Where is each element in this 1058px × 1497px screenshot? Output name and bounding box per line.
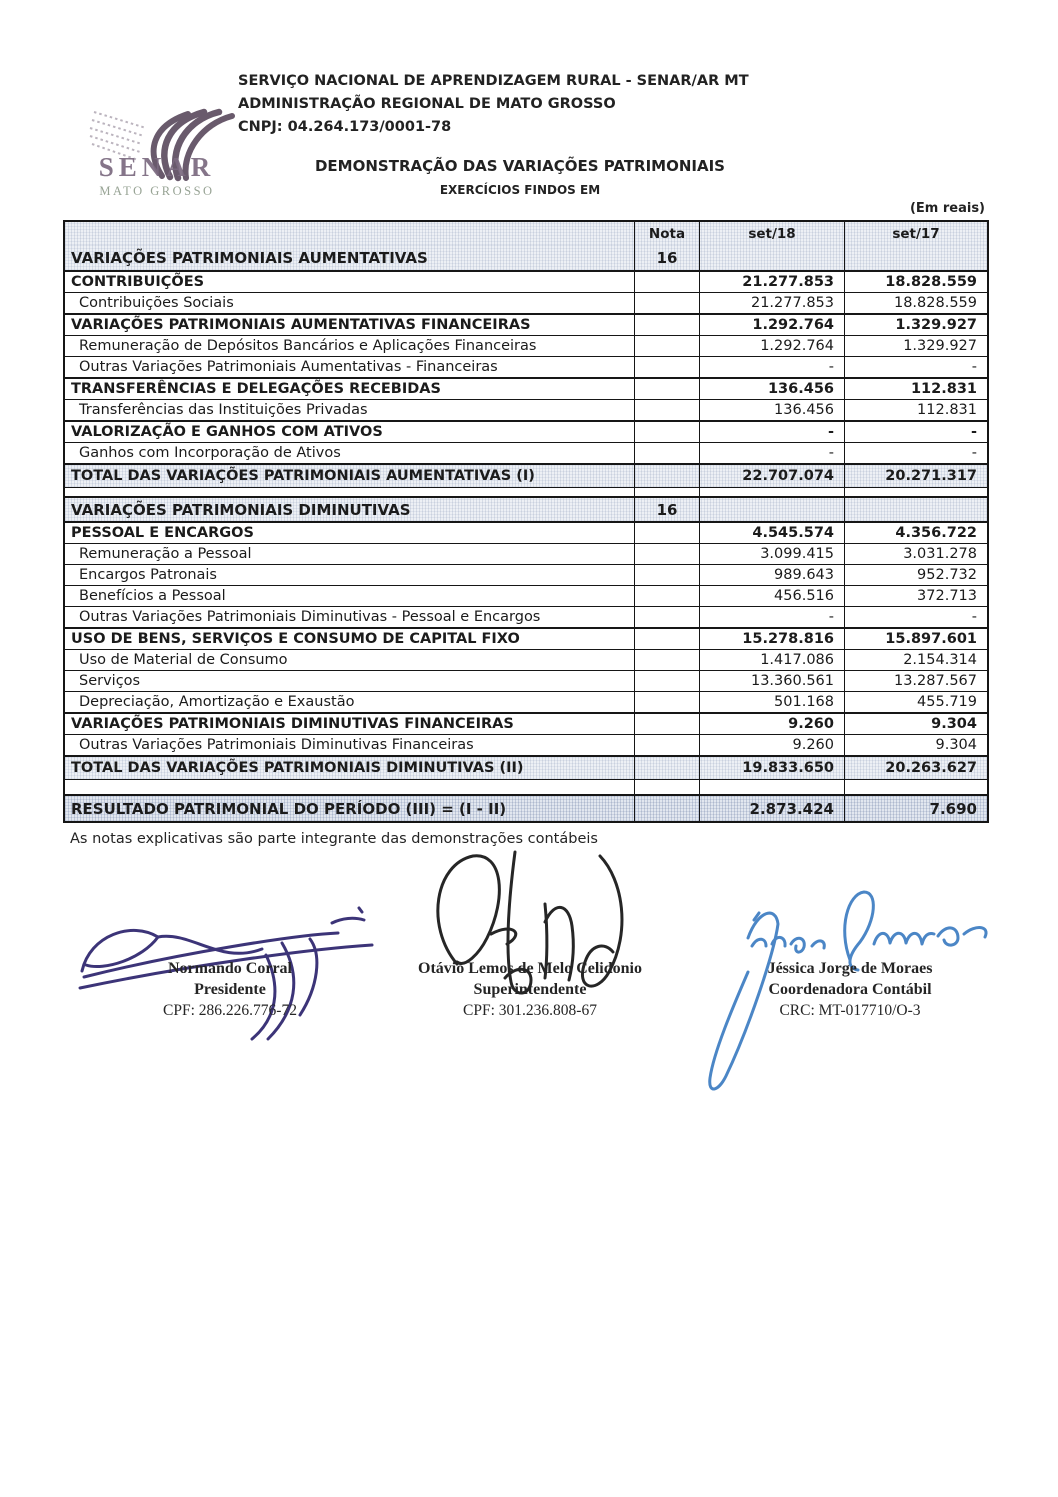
table-row (65, 543, 987, 564)
header-cell-set17: set/17 (844, 222, 987, 245)
cell-label (65, 488, 634, 496)
cell-nota (634, 336, 699, 356)
cell-label: Serviços (79, 673, 141, 689)
cell-label: PESSOAL E ENCARGOS (71, 525, 254, 541)
org-line-2: ADMINISTRAÇÃO REGIONAL DE MATO GROSSO (238, 96, 616, 112)
cell-v17: - (844, 607, 987, 627)
cell-nota (634, 780, 699, 794)
cell-label: VALORIZAÇÃO E GANHOS COM ATIVOS (71, 424, 383, 440)
cell-label: Encargos Patronais (79, 567, 217, 583)
cell-nota (634, 422, 699, 442)
cell-v18: 1.417.086 (699, 650, 844, 670)
table-row (65, 627, 987, 649)
cell-v18: 19.833.650 (699, 757, 844, 779)
cell-v18 (699, 488, 844, 496)
cell-label: Outras Variações Patrimoniais Diminutivas Financeiras (79, 737, 474, 753)
cell-v18 (699, 780, 844, 794)
signer-doc: CRC: MT-017710/O-3 (779, 1002, 921, 1019)
signature-block-superintendent (385, 958, 675, 1021)
cell-nota (634, 607, 699, 627)
cell-nota (634, 692, 699, 712)
cell-label: Remuneração de Depósitos Bancários e Aplicações Financeiras (79, 338, 537, 354)
cell-nota (634, 629, 699, 649)
cell-v18: 136.456 (699, 400, 844, 420)
cell-v18: 2.873.424 (699, 796, 844, 821)
signer-doc: CPF: 301.236.808-67 (463, 1002, 597, 1019)
cell-v17 (844, 498, 987, 521)
cell-nota (634, 796, 699, 821)
cell-v18: - (699, 422, 844, 442)
cell-v17: 112.831 (844, 400, 987, 420)
cell-nota (634, 650, 699, 670)
cell-nota (634, 443, 699, 463)
cell-v18: 501.168 (699, 692, 844, 712)
cell-nota (634, 379, 699, 399)
cell-v17: - (844, 422, 987, 442)
cell-label: Outras Variações Patrimoniais Aumentativas - Financeiras (79, 359, 498, 375)
cell-v18: 136.456 (699, 379, 844, 399)
signer-name: Jéssica Jorge de Moraes (767, 960, 933, 977)
cell-v17: 9.304 (844, 735, 987, 755)
cell-label: Uso de Material de Consumo (79, 652, 288, 668)
table-row (65, 794, 987, 821)
cell-v17 (844, 245, 987, 270)
signer-role: Superintendente (473, 981, 587, 998)
cell-v18 (699, 498, 844, 521)
cell-v18: 456.516 (699, 586, 844, 606)
cell-v18: 15.278.816 (699, 629, 844, 649)
cell-label: Outras Variações Patrimoniais Diminutivas - Pessoal e Encargos (79, 609, 541, 625)
table-body (65, 245, 987, 821)
cell-label (65, 780, 634, 794)
table-row (65, 420, 987, 442)
table-row (65, 399, 987, 420)
org-line-1: SERVIÇO NACIONAL DE APRENDIZAGEM RURAL - SENAR/AR MT (238, 73, 749, 89)
cell-v17: 112.831 (844, 379, 987, 399)
table-row (65, 463, 987, 487)
cell-v18: 3.099.415 (699, 544, 844, 564)
cell-v17: 7.690 (844, 796, 987, 821)
table-row (65, 292, 987, 313)
cell-nota: 16 (634, 245, 699, 270)
cell-label: TOTAL DAS VARIAÇÕES PATRIMONIAIS AUMENTATIVAS (I) (71, 468, 535, 484)
cell-nota (634, 714, 699, 734)
cell-v17: 3.031.278 (844, 544, 987, 564)
cell-v17: - (844, 357, 987, 377)
cell-v17: 4.356.722 (844, 523, 987, 543)
cell-label: TRANSFERÊNCIAS E DELEGAÇÕES RECEBIDAS (71, 381, 441, 397)
cell-v17: 18.828.559 (844, 293, 987, 313)
table-row (65, 670, 987, 691)
cell-v17: 455.719 (844, 692, 987, 712)
cell-v17: 13.287.567 (844, 671, 987, 691)
cell-nota (634, 465, 699, 487)
cell-v18: 9.260 (699, 735, 844, 755)
cell-nota (634, 315, 699, 335)
cell-label: Contribuições Sociais (79, 295, 234, 311)
table-row (65, 487, 987, 496)
org-heading (238, 70, 749, 139)
org-line-3: CNPJ: 04.264.173/0001-78 (238, 119, 452, 135)
cell-nota: 16 (634, 498, 699, 521)
cell-v17: 1.329.927 (844, 336, 987, 356)
cell-label: Benefícios a Pessoal (79, 588, 226, 604)
signature-block-president (85, 958, 375, 1021)
cell-nota (634, 757, 699, 779)
signer-role: Presidente (194, 981, 266, 998)
cell-v17: 372.713 (844, 586, 987, 606)
currency-note: (Em reais) (909, 201, 985, 216)
table-row (65, 734, 987, 755)
cell-label: Remuneração a Pessoal (79, 546, 252, 562)
cell-v18: 21.277.853 (699, 272, 844, 292)
table-row (65, 270, 987, 292)
signer-doc: CPF: 286.226.776-72 (163, 1002, 297, 1019)
cell-v17: 20.271.317 (844, 465, 987, 487)
table-row (65, 779, 987, 794)
cell-label: TOTAL DAS VARIAÇÕES PATRIMONIAIS DIMINUTIVAS (II) (71, 760, 524, 776)
cell-label: Depreciação, Amortização e Exaustão (79, 694, 355, 710)
cell-nota (634, 544, 699, 564)
cell-label: VARIAÇÕES PATRIMONIAIS AUMENTATIVAS (71, 248, 428, 267)
cell-nota (634, 565, 699, 585)
cell-v18 (699, 245, 844, 270)
table-row (65, 585, 987, 606)
cell-v18: - (699, 357, 844, 377)
table-row (65, 564, 987, 585)
cell-v18: 989.643 (699, 565, 844, 585)
cell-nota (634, 523, 699, 543)
cell-v17: - (844, 443, 987, 463)
cell-nota (634, 671, 699, 691)
table-header-row (65, 222, 987, 245)
statement-table (63, 220, 989, 823)
cell-v18: - (699, 443, 844, 463)
signature-block-accountant (700, 958, 1000, 1021)
cell-v18: 22.707.074 (699, 465, 844, 487)
cell-v18: - (699, 607, 844, 627)
signer-name: Otávio Lemos de Melo Celidonio (418, 960, 642, 977)
cell-label: VARIAÇÕES PATRIMONIAIS DIMINUTIVAS (71, 500, 411, 519)
table-row (65, 377, 987, 399)
cell-v17: 2.154.314 (844, 650, 987, 670)
cell-nota (634, 735, 699, 755)
cell-label: Transferências das Instituições Privadas (79, 402, 368, 418)
cell-label: USO DE BENS, SERVIÇOS E CONSUMO DE CAPITAL FIXO (71, 631, 520, 647)
cell-label: RESULTADO PATRIMONIAL DO PERÍODO (III) = (I - II) (71, 799, 507, 818)
cell-v17 (844, 780, 987, 794)
table-row (65, 496, 987, 521)
cell-v18: 1.292.764 (699, 336, 844, 356)
header-cell-label (65, 222, 634, 245)
cell-v18: 21.277.853 (699, 293, 844, 313)
signer-role: Coordenadora Contábil (768, 981, 932, 998)
table-row (65, 755, 987, 779)
table-row (65, 521, 987, 543)
cell-nota (634, 293, 699, 313)
logo-subtitle: MATO GROSSO (99, 184, 215, 198)
cell-v17: 9.304 (844, 714, 987, 734)
cell-label: Ganhos com Incorporação de Ativos (79, 445, 341, 461)
table-row (65, 245, 987, 270)
cell-v18: 9.260 (699, 714, 844, 734)
cell-v17: 18.828.559 (844, 272, 987, 292)
footnote: As notas explicativas são parte integrante das demonstrações contábeis (70, 831, 598, 847)
cell-v17: 20.263.627 (844, 757, 987, 779)
cell-nota (634, 357, 699, 377)
table-row (65, 442, 987, 463)
cell-v18: 1.292.764 (699, 315, 844, 335)
table-row (65, 712, 987, 734)
cell-nota (634, 400, 699, 420)
document-subtitle: EXERCÍCIOS FINDOS EM (439, 183, 601, 197)
table-row (65, 691, 987, 712)
signer-name: Normando Corral (168, 960, 292, 977)
table-row (65, 649, 987, 670)
cell-v18: 4.545.574 (699, 523, 844, 543)
cell-nota (634, 586, 699, 606)
cell-label: CONTRIBUIÇÕES (71, 274, 205, 290)
cell-v17: 952.732 (844, 565, 987, 585)
cell-label: VARIAÇÕES PATRIMONIAIS AUMENTATIVAS FINANCEIRAS (71, 317, 531, 333)
cell-v17: 15.897.601 (844, 629, 987, 649)
header-cell-nota: Nota (634, 222, 699, 245)
table-row (65, 335, 987, 356)
cell-nota (634, 488, 699, 496)
cell-v18: 13.360.561 (699, 671, 844, 691)
document-title: DEMONSTRAÇÃO DAS VARIAÇÕES PATRIMONIAIS (314, 157, 725, 175)
cell-nota (634, 272, 699, 292)
cell-label: VARIAÇÕES PATRIMONIAIS DIMINUTIVAS FINANCEIRAS (71, 716, 514, 732)
cell-v17 (844, 488, 987, 496)
table-row (65, 356, 987, 377)
table-row (65, 313, 987, 335)
logo-wordmark: SENAR (98, 152, 216, 182)
header-cell-set18: set/18 (699, 222, 844, 245)
table-row (65, 606, 987, 627)
cell-v17: 1.329.927 (844, 315, 987, 335)
